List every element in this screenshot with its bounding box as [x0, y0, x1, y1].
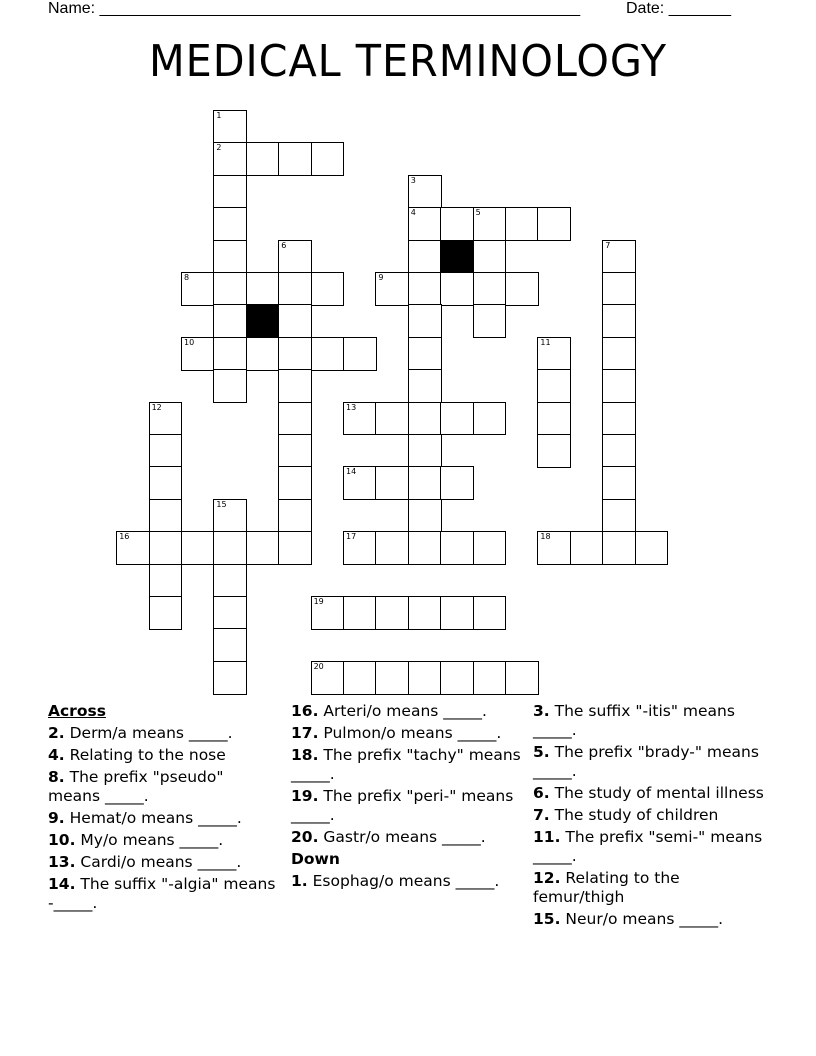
- crossword-cell[interactable]: [311, 596, 345, 630]
- crossword-cell[interactable]: [505, 661, 539, 695]
- crossword-cell[interactable]: [311, 661, 345, 695]
- clue-number: 3: [410, 175, 416, 185]
- crossword-cell[interactable]: [602, 434, 636, 468]
- crossword-cell[interactable]: [440, 207, 474, 241]
- crossword-cell[interactable]: [602, 466, 636, 500]
- clue-column-2: [291, 702, 521, 894]
- clue-item-number: 12.: [533, 869, 561, 887]
- crossword-cell[interactable]: [278, 402, 312, 436]
- crossword-cell[interactable]: [408, 175, 442, 209]
- clue-item-text: The study of mental illness: [554, 784, 764, 802]
- crossword-cell[interactable]: [213, 596, 247, 630]
- clue-item: [48, 831, 280, 850]
- crossword-cell[interactable]: [213, 531, 247, 565]
- crossword-cell[interactable]: [408, 272, 442, 306]
- crossword-cell[interactable]: [602, 272, 636, 306]
- clue-item-text: My/o means _____.: [80, 831, 224, 849]
- clue-item: [533, 869, 765, 907]
- clue-item-text: The prefix "tachy" means _____.: [291, 746, 521, 783]
- crossword-cell[interactable]: [213, 175, 247, 209]
- crossword-cell[interactable]: [408, 337, 442, 371]
- crossword-cell[interactable]: [278, 499, 312, 533]
- crossword-cell[interactable]: [440, 661, 474, 695]
- crossword-cell[interactable]: [213, 564, 247, 598]
- clue-item-number: 11.: [533, 828, 561, 846]
- crossword-cell[interactable]: [408, 369, 442, 403]
- clue-number: 8: [184, 273, 190, 282]
- clue-number: 1: [216, 111, 222, 120]
- clue-item: [291, 872, 521, 891]
- black-cell: [246, 304, 280, 338]
- clue-number: 2: [216, 143, 222, 153]
- crossword-cell[interactable]: [473, 596, 507, 630]
- crossword-cell[interactable]: [149, 531, 183, 565]
- crossword-cell[interactable]: [602, 240, 636, 274]
- crossword-cell[interactable]: [537, 531, 571, 565]
- crossword-cell[interactable]: [278, 434, 312, 468]
- clue-item-text: Arteri/o means _____.: [323, 702, 487, 720]
- crossword-cell[interactable]: [570, 531, 604, 565]
- crossword-cell[interactable]: [213, 661, 247, 695]
- crossword-cell[interactable]: [440, 272, 474, 306]
- clue-number: 16: [119, 532, 130, 542]
- crossword-cell[interactable]: [278, 369, 312, 403]
- crossword-cell[interactable]: [149, 434, 183, 468]
- crossword-cell[interactable]: [440, 531, 474, 565]
- clue-number: 5: [475, 208, 481, 218]
- crossword-cell[interactable]: [149, 466, 183, 500]
- clue-item: [291, 828, 521, 847]
- clue-item-text: The prefix "brady-" means _____.: [533, 743, 759, 780]
- crossword-cell[interactable]: [343, 531, 377, 565]
- crossword-cell[interactable]: [116, 531, 150, 565]
- crossword-cell[interactable]: [181, 531, 215, 565]
- crossword-cell[interactable]: [440, 402, 474, 436]
- clue-number: 18: [540, 532, 551, 542]
- crossword-cell[interactable]: [278, 240, 312, 274]
- crossword-cell[interactable]: [408, 207, 442, 241]
- crossword-cell[interactable]: [181, 337, 215, 371]
- crossword-cell[interactable]: [343, 596, 377, 630]
- crossword-cell[interactable]: [213, 142, 247, 176]
- crossword-cell[interactable]: [408, 596, 442, 630]
- crossword-cell[interactable]: [213, 207, 247, 241]
- crossword-cell[interactable]: [473, 531, 507, 565]
- crossword-cell[interactable]: [213, 337, 247, 371]
- crossword-cell[interactable]: [246, 531, 280, 565]
- clue-number: 6: [281, 240, 287, 250]
- clue-item: [48, 809, 280, 828]
- clue-item-number: 1.: [291, 872, 308, 890]
- crossword-cell[interactable]: [149, 596, 183, 630]
- crossword-cell[interactable]: [246, 337, 280, 371]
- clue-item-text: Relating to the nose: [69, 746, 226, 764]
- crossword-cell[interactable]: [473, 272, 507, 306]
- clue-item-number: 18.: [291, 746, 319, 764]
- crossword-cell[interactable]: [602, 304, 636, 338]
- crossword-cell[interactable]: [375, 661, 409, 695]
- clue-number: 20: [313, 661, 324, 671]
- clue-item-text: The prefix "peri-" means _____.: [291, 787, 514, 824]
- crossword-cell[interactable]: [375, 531, 409, 565]
- name-field-label[interactable]: Name: ______________________________________________________: [48, 0, 581, 17]
- crossword-cell[interactable]: [375, 272, 409, 306]
- clue-number: 10: [184, 337, 195, 347]
- clue-item-text: Gastr/o means _____.: [323, 828, 486, 846]
- clue-item: [533, 702, 765, 740]
- crossword-cell[interactable]: [213, 110, 247, 144]
- crossword-cell[interactable]: [408, 402, 442, 436]
- crossword-cell[interactable]: [408, 661, 442, 695]
- clue-item: [291, 746, 521, 784]
- crossword-cell[interactable]: [311, 142, 345, 176]
- crossword-cell[interactable]: [408, 304, 442, 338]
- clue-item: [48, 724, 280, 743]
- clue-item-number: 2.: [48, 724, 65, 742]
- crossword-cell[interactable]: [408, 240, 442, 274]
- clue-number: 13: [346, 402, 357, 412]
- crossword-cell[interactable]: [311, 337, 345, 371]
- crossword-cell[interactable]: [408, 466, 442, 500]
- clue-number: 7: [605, 240, 611, 250]
- clue-number: 12: [151, 402, 162, 412]
- crossword-cell[interactable]: [278, 337, 312, 371]
- crossword-cell[interactable]: [181, 272, 215, 306]
- crossword-cell[interactable]: [343, 402, 377, 436]
- crossword-cell[interactable]: [473, 402, 507, 436]
- clue-item-number: 7.: [533, 806, 550, 824]
- clue-column-3: [533, 702, 765, 932]
- clue-item-number: 4.: [48, 746, 65, 764]
- clue-item: [48, 746, 280, 765]
- clue-item: [533, 828, 765, 866]
- crossword-cell[interactable]: [602, 369, 636, 403]
- clue-item: [48, 853, 280, 872]
- clue-item-text: The suffix "-itis" means _____.: [533, 702, 735, 739]
- clue-item-number: 20.: [291, 828, 319, 846]
- clue-item-number: 5.: [533, 743, 550, 761]
- crossword-cell[interactable]: [602, 337, 636, 371]
- clue-column-1: [48, 702, 280, 916]
- crossword-cell[interactable]: [505, 207, 539, 241]
- crossword-cell[interactable]: [537, 402, 571, 436]
- clue-number: 4: [410, 208, 416, 218]
- clue-number: 9: [378, 273, 384, 282]
- crossword-cell[interactable]: [213, 628, 247, 662]
- clue-number: 17: [346, 532, 357, 542]
- clue-item: [533, 743, 765, 781]
- clue-item-number: 13.: [48, 853, 76, 871]
- crossword-cell[interactable]: [343, 337, 377, 371]
- crossword-cell[interactable]: [343, 661, 377, 695]
- clue-number: 15: [216, 499, 227, 509]
- clue-item-text: Relating to the femur/thigh: [533, 869, 680, 906]
- clue-item: [533, 784, 765, 803]
- crossword-cell[interactable]: [375, 596, 409, 630]
- crossword-cell[interactable]: [473, 207, 507, 241]
- crossword-cell[interactable]: [635, 531, 669, 565]
- crossword-cell[interactable]: [537, 337, 571, 371]
- clue-item-number: 17.: [291, 724, 319, 742]
- clue-item: [533, 910, 765, 929]
- clue-item-text: The prefix "pseudo" means _____.: [48, 768, 224, 805]
- crossword-cell[interactable]: [213, 304, 247, 338]
- crossword-cell[interactable]: [343, 466, 377, 500]
- crossword-cell[interactable]: [278, 304, 312, 338]
- clue-item-number: 6.: [533, 784, 550, 802]
- black-cell: [440, 240, 474, 274]
- page-title: MEDICAL TERMINOLOGY: [149, 36, 667, 87]
- clue-item-number: 8.: [48, 768, 65, 786]
- clue-item: [291, 724, 521, 743]
- crossword-cell[interactable]: [213, 499, 247, 533]
- down-heading: Down: [291, 850, 340, 868]
- crossword-cell[interactable]: [149, 499, 183, 533]
- crossword-cell[interactable]: [408, 499, 442, 533]
- crossword-cell[interactable]: [278, 272, 312, 306]
- clue-item-number: 14.: [48, 875, 76, 893]
- crossword-cell[interactable]: [213, 272, 247, 306]
- crossword-cell[interactable]: [149, 402, 183, 436]
- crossword-cell[interactable]: [246, 142, 280, 176]
- clue-item-number: 9.: [48, 809, 65, 827]
- crossword-cell[interactable]: [537, 207, 571, 241]
- crossword-cell[interactable]: [440, 466, 474, 500]
- crossword-cell[interactable]: [473, 240, 507, 274]
- clue-item-text: Neur/o means _____.: [565, 910, 724, 928]
- clue-item-number: 19.: [291, 787, 319, 805]
- clue-item-text: The prefix "semi-" means _____.: [533, 828, 763, 865]
- clue-number: 11: [540, 337, 551, 347]
- clue-item-number: 10.: [48, 831, 76, 849]
- clue-item-number: 16.: [291, 702, 319, 720]
- crossword-cell[interactable]: [505, 272, 539, 306]
- crossword-cell[interactable]: [602, 531, 636, 565]
- across-heading: Across: [48, 702, 106, 720]
- crossword-cell[interactable]: [278, 531, 312, 565]
- clue-item: [291, 787, 521, 825]
- crossword-cell[interactable]: [375, 402, 409, 436]
- clue-item-text: Cardi/o means _____.: [80, 853, 242, 871]
- crossword-cell[interactable]: [473, 304, 507, 338]
- clue-number: 19: [313, 597, 324, 606]
- clue-item-number: 15.: [533, 910, 561, 928]
- clue-item: [48, 875, 280, 913]
- clue-item-text: Esophag/o means _____.: [312, 872, 500, 890]
- clue-item-number: 3.: [533, 702, 550, 720]
- crossword-cell[interactable]: [537, 369, 571, 403]
- date-field-label[interactable]: Date: _______: [626, 0, 731, 17]
- clue-item-text: The suffix "-algia" means -_____.: [48, 875, 276, 912]
- clue-item: [291, 702, 521, 721]
- crossword-cell[interactable]: [278, 466, 312, 500]
- crossword-cell[interactable]: [537, 434, 571, 468]
- crossword-cell[interactable]: [602, 402, 636, 436]
- crossword-cell[interactable]: [408, 434, 442, 468]
- crossword-cell[interactable]: [473, 661, 507, 695]
- clue-item-text: Pulmon/o means _____.: [323, 724, 502, 742]
- crossword-cell[interactable]: [602, 499, 636, 533]
- crossword-cell[interactable]: [213, 369, 247, 403]
- crossword-cell[interactable]: [213, 240, 247, 274]
- crossword-cell[interactable]: [278, 142, 312, 176]
- crossword-cell[interactable]: [375, 466, 409, 500]
- clue-item-text: The study of children: [554, 806, 719, 824]
- crossword-cell[interactable]: [408, 531, 442, 565]
- clue-item-text: Derm/a means _____.: [69, 724, 233, 742]
- crossword-cell[interactable]: [246, 272, 280, 306]
- clue-number: 14: [346, 467, 357, 477]
- crossword-cell[interactable]: [311, 272, 345, 306]
- crossword-cell[interactable]: [440, 596, 474, 630]
- crossword-cell[interactable]: [149, 564, 183, 598]
- clue-item-text: Hemat/o means _____.: [69, 809, 242, 827]
- clue-item: [533, 806, 765, 825]
- clue-item: [48, 768, 280, 806]
